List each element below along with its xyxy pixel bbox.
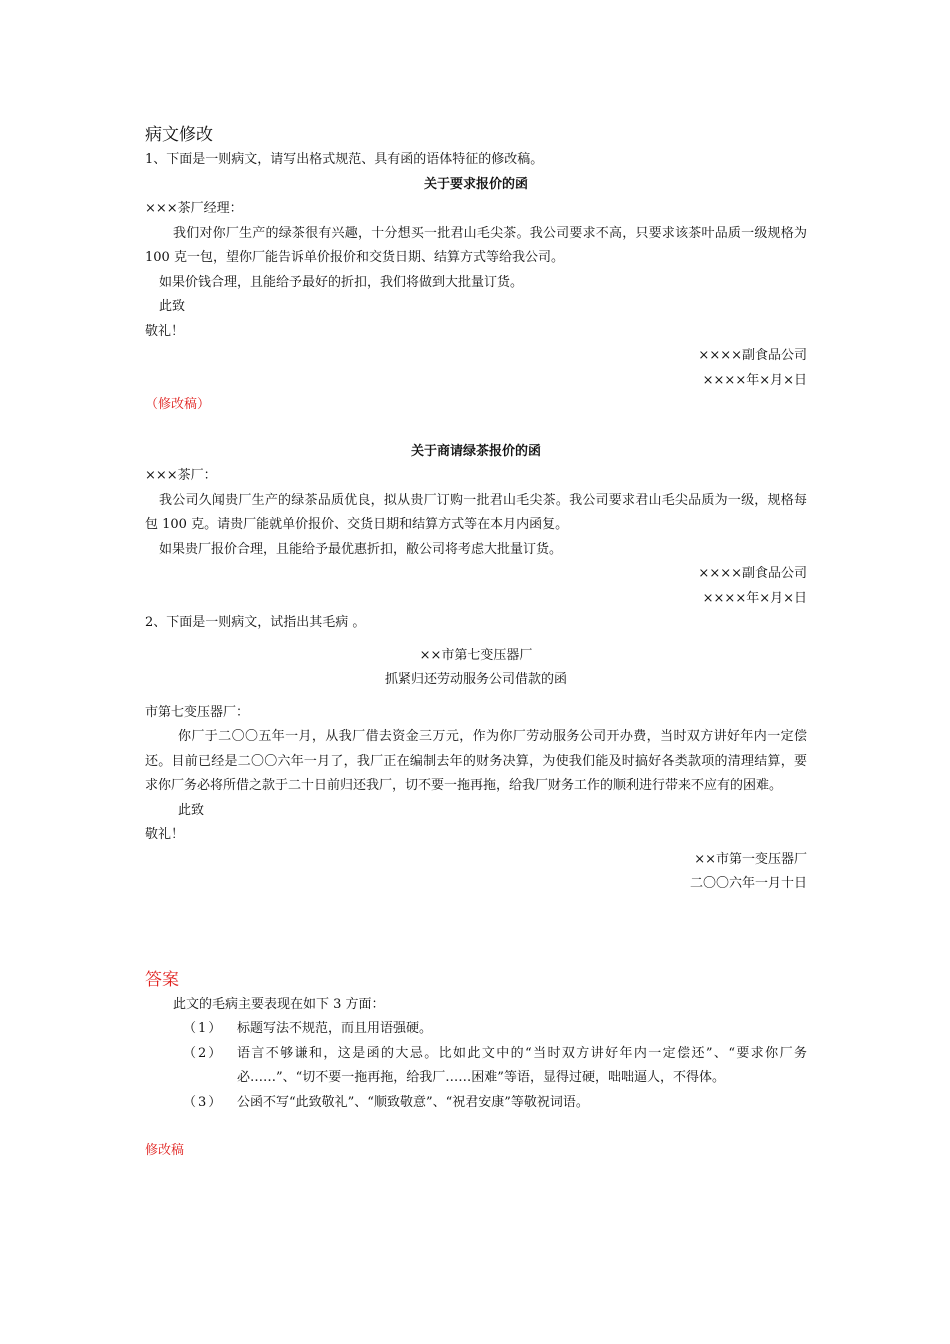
q2-header2: 抓紧归还劳动服务公司借款的函	[384, 672, 567, 687]
answer-item	[145, 1091, 807, 1116]
q2-prompt: 2、下面是一则病文，试指出其毛病 。	[145, 615, 366, 630]
q1-closing1: 此致	[159, 299, 186, 314]
answer-label: 答案	[145, 969, 179, 990]
q1-rev-date: ××××年×月×日	[702, 590, 807, 606]
answer-item	[145, 1042, 807, 1091]
q1-sender: ××××副食品公司	[698, 348, 807, 363]
q1-salutation: ×××茶厂经理：	[145, 201, 243, 216]
q2-closing2: 敬礼！	[145, 827, 185, 842]
q1-rev-para2: 如果贵厂报价合理，且能给予最优惠折扣，敝公司将考虑大批量订货。	[159, 541, 563, 557]
answer-revision-label: 修改稿	[145, 1143, 185, 1158]
answer-item-text: 标题写法不规范，而且用语强硬。	[237, 1021, 433, 1036]
page-title: 病文修改	[145, 125, 213, 145]
q1-rev-salutation: ×××茶厂：	[145, 468, 217, 483]
q2-salutation: 市第七变压器厂：	[145, 704, 250, 720]
q1-prompt: 1、下面是一则病文，请写出格式规范、具有函的语体特征的修改稿。	[145, 152, 544, 167]
q2-date: 二〇〇六年一月十日	[689, 876, 807, 891]
answer-intro: 此文的毛病主要表现在如下 3 方面：	[173, 996, 385, 1012]
answer-item-number: （2）	[183, 1045, 224, 1061]
document-page	[145, 122, 807, 1164]
q2-para1: 你厂于二〇〇五年一月，从我厂借去资金三万元，作为你厂劳动服务公司开办费，当时双方讲好年内一定偿还。目前已经是二〇〇六年一月了，我厂正在编制去年的财务决算，为使我们能及时搞好各类款项的清理结算，要求你厂务必将所借之款于二十日前归还我厂，切不要一拖再拖，给我厂财务工作的顺利进行带来不应有的困难。	[145, 729, 807, 793]
q1-closing2: 敬礼！	[145, 323, 185, 339]
answer-item-number: （3）	[183, 1094, 224, 1110]
answer-item	[145, 1017, 807, 1042]
answer-item-text: 公函不写“此致敬礼”、“顺致敬意”、“祝君安康”等敬祝词语。	[237, 1094, 589, 1110]
q1-rev-title: 关于商请绿茶报价的函	[410, 443, 541, 459]
answer-item-text: 语言不够谦和，这是函的大忌。比如此文中的“当时双方讲好年内一定偿还”、“要求你厂务必……”、“切不要一拖再拖，给我厂……困难”等语，显得过硬，咄咄逼人，不得体。	[237, 1045, 807, 1085]
q1-rev-para1: 我公司久闻贵厂生产的绿茶品质优良，拟从贵厂订购一批君山毛尖茶。我公司要求君山毛尖品质为一级，规格每包 100 克。请贵厂能就单价报价、交货日期和结算方式等在本月内函复。	[145, 492, 807, 532]
q2-sender: ××市第一变压器厂	[694, 851, 807, 867]
q1-revision-label: （修改稿）	[145, 397, 211, 412]
q1-rev-sender: ××××副食品公司	[698, 566, 807, 581]
q1-letter-title: 关于要求报价的函	[423, 176, 528, 192]
q1-para2: 如果价钱合理，且能给予最好的折扣，我们将做到大批量订货。	[159, 274, 524, 290]
q1-para1: 我们对你厂生产的绿茶很有兴趣，十分想买一批君山毛尖茶。我公司要求不高，只要求该茶叶品质一级规格为 100 克一包，望你厂能告诉单价报价和交货日期、结算方式等给我公司。	[145, 225, 807, 265]
q2-header1: ××市第七变压器厂	[419, 647, 533, 663]
q1-date: ××××年×月×日	[702, 372, 807, 388]
q2-closing1: 此致	[178, 802, 205, 818]
answer-item-number: （1）	[183, 1021, 224, 1036]
